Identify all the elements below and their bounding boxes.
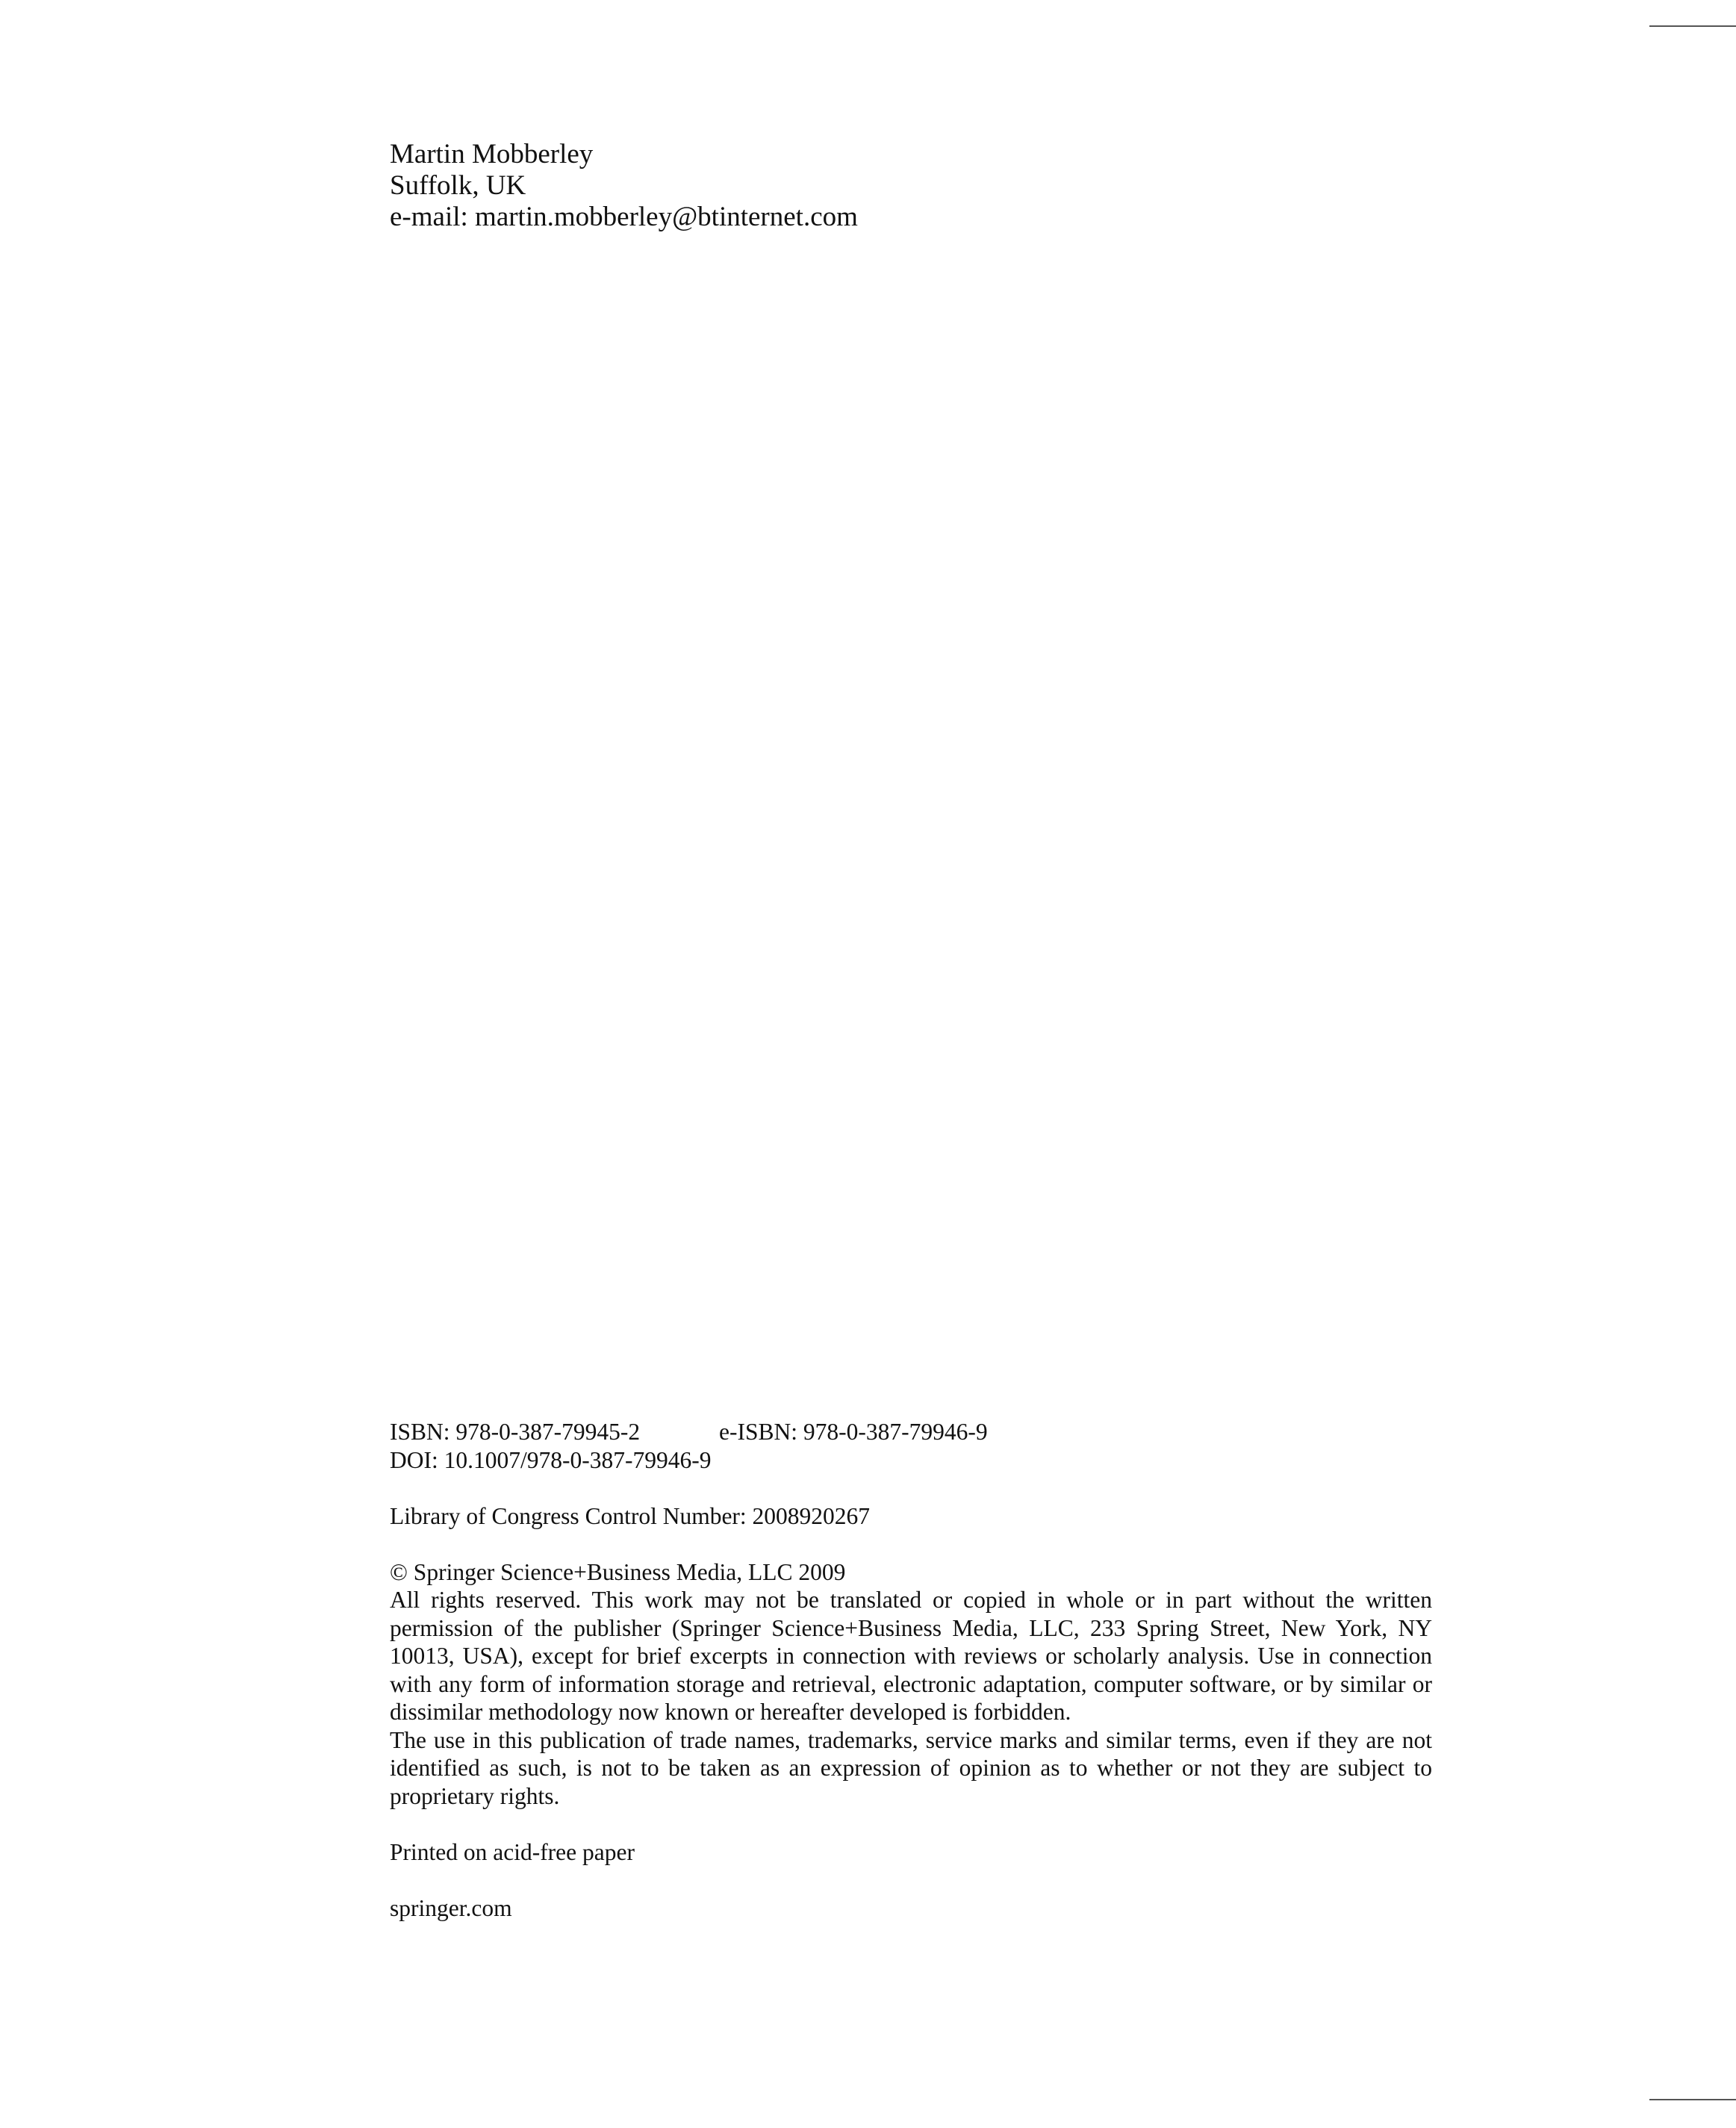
author-name: Martin Mobberley xyxy=(390,139,594,169)
author-email: e-mail: martin.mobberley@btinternet.com xyxy=(390,202,858,232)
author-block xyxy=(390,139,858,233)
isbn: ISBN: 978-0-387-79945-2 xyxy=(390,1419,641,1445)
publisher-website: springer.com xyxy=(390,1894,512,1921)
paper-note: Printed on acid-free paper xyxy=(390,1838,635,1865)
author-location: Suffolk, UK xyxy=(390,170,526,201)
crop-mark-top xyxy=(1649,25,1736,27)
rights-statement xyxy=(390,1586,1432,1810)
doi: DOI: 10.1007/978-0-387-79946-9 xyxy=(390,1446,712,1473)
copyright-line: © Springer Science+Business Media, LLC 2009 xyxy=(390,1558,846,1585)
rights-paragraph-2: The use in this publication of trade names, trademarks, service marks and similar terms, even if they are not identified as such, is not to be taken as an expression of opinion as to whether or not they are subject to proprietary rights. xyxy=(390,1726,1432,1809)
rights-paragraph-1: All rights reserved. This work may not be translated or copied in whole or in part without the written permission of the publisher (Springer Science+Business Media, LLC, 233 Spring Street, New York, NY 10013, USA), except for brief excerpts in connection with reviews or scholarly analysis. Use in connection with any form of information storage and retrieval, electronic adaptation, computer software, or by similar or dissimilar methodology now known or hereafter developed is forbidden. xyxy=(390,1587,1432,1725)
isbn-row xyxy=(390,1418,1432,1446)
imprint-block xyxy=(390,1418,1432,1922)
crop-mark-bottom xyxy=(1649,2099,1736,2100)
e-isbn: e-ISBN: 978-0-387-79946-9 xyxy=(719,1419,988,1445)
lccn: Library of Congress Control Number: 2008920267 xyxy=(390,1502,871,1529)
